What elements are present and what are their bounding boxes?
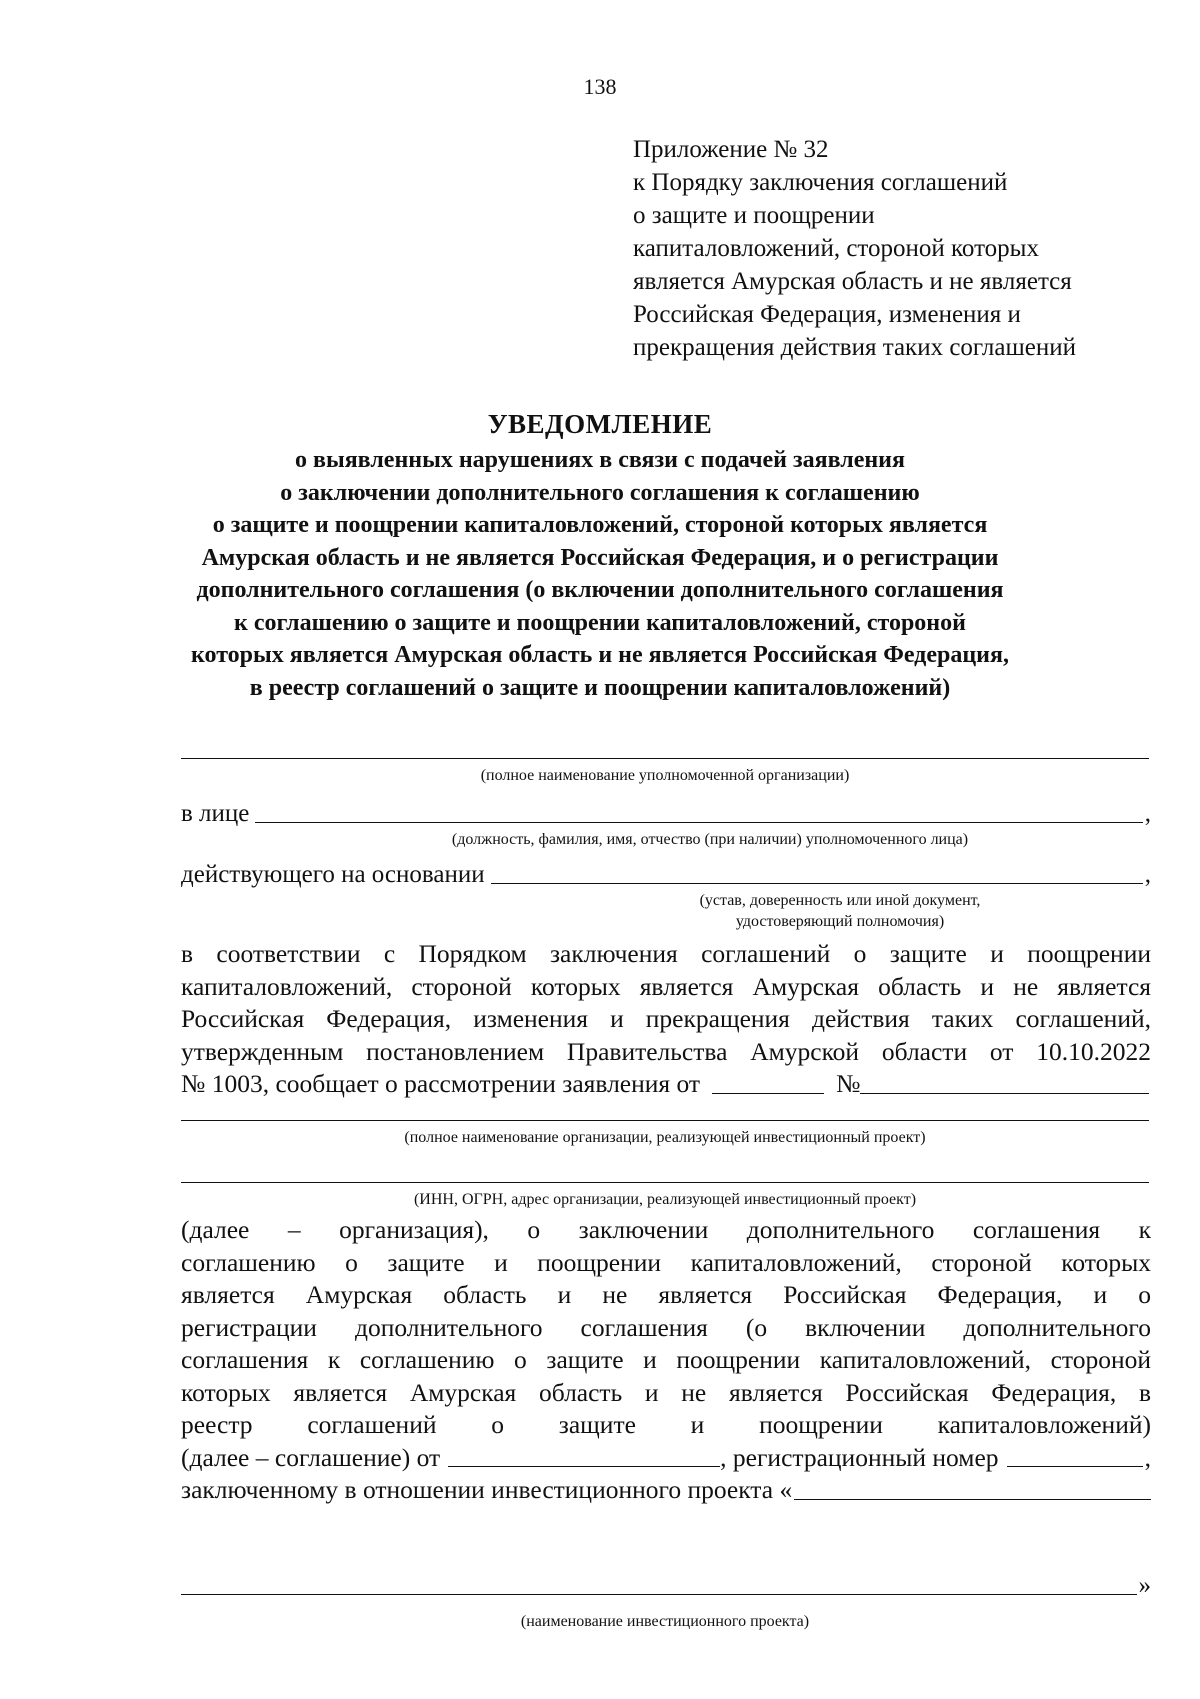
close-quote: »	[1138, 1572, 1151, 1599]
application-row	[181, 1068, 1151, 1101]
title-line: о выявленных нарушениях в связи с подачей заявления	[295, 447, 905, 473]
agreement-label: (далее – соглашение) от	[181, 1442, 441, 1472]
application-label: № 1003, сообщает о рассмотрении заявления от	[181, 1069, 701, 1098]
paragraph-application	[181, 1214, 1151, 1507]
agreement-date-field[interactable]	[448, 1466, 720, 1467]
investor-name-field[interactable]	[181, 1120, 1149, 1121]
project-row	[181, 1474, 1151, 1507]
acting-row	[181, 859, 1151, 891]
page-number: 138	[583, 74, 617, 99]
appendix-line: капиталовложений, стороной которых	[633, 235, 1039, 262]
acting-field[interactable]	[491, 883, 1143, 884]
appendix-line: о защите и поощрении	[633, 202, 875, 229]
title-line: о заключении дополнительного соглашения к соглашению	[280, 479, 920, 506]
agreement-row	[181, 1442, 1151, 1475]
paragraph-line: соглашения к соглашению о защите и поощрении капиталовложений, стороной	[181, 1345, 1151, 1374]
project-name-field-start[interactable]	[794, 1499, 1151, 1500]
paragraph-line: которых является Амурская область и не является Российская Федерация, в	[181, 1377, 1151, 1407]
paragraph-line: Российская Федерация, изменения и прекращения действия таких соглашений,	[181, 1004, 1151, 1033]
in-person-row	[181, 798, 1151, 830]
org-name-field[interactable]	[181, 758, 1149, 759]
title-line: к соглашению о защите и поощрении капиталовложений, стороной	[234, 609, 966, 636]
paragraph-line: является Амурская область и не является Российская Федерация, и о	[181, 1280, 1151, 1309]
project-name-field[interactable]	[181, 1594, 1137, 1595]
comma: ,	[1144, 1442, 1151, 1472]
concluded-label: заключенному в отношении инвестиционного проекта «	[181, 1475, 793, 1504]
appendix-line: к Порядку заключения соглашений	[633, 169, 1008, 196]
reg-number-field[interactable]	[1007, 1466, 1143, 1467]
application-number-field[interactable]	[860, 1093, 1149, 1094]
title-line: в реестр соглашений о защите и поощрении капиталовложений)	[249, 674, 951, 701]
appendix-line: Приложение № 32	[633, 136, 829, 163]
appendix-line: является Амурская область и не является	[633, 268, 1072, 295]
in-person-label: в лице	[181, 800, 250, 827]
title-main: УВЕДОМЛЕНИЕ	[487, 409, 713, 439]
document-title	[160, 406, 1040, 704]
title-line: Амурская область и не является Российская Федерация, и о регистрации	[201, 544, 999, 571]
appendix-line: Российская Федерация, изменения и	[633, 301, 1021, 328]
investor-name-caption: (полное наименование организации, реализующей инвестиционный проект)	[404, 1129, 926, 1146]
paragraph-line: (далее – организация), о заключении дополнительного соглашения к	[181, 1215, 1151, 1244]
title-subtitle	[160, 444, 1040, 704]
paragraph-basis	[181, 938, 1151, 1101]
project-name-row	[181, 1570, 1151, 1602]
title-line: дополнительного соглашения (о включении дополнительного соглашения	[196, 577, 1004, 603]
appendix-line: прекращения действия таких соглашений	[633, 334, 1076, 361]
paragraph-line: в соответствии с Порядком заключения соглашений о защите и поощрении	[181, 939, 1151, 968]
paragraph-line: регистрации дополнительного соглашения (о включении дополнительного	[181, 1312, 1151, 1342]
acting-label: действующего на основании	[181, 861, 485, 888]
application-date-field[interactable]	[712, 1093, 824, 1094]
project-name-caption: (наименование инвестиционного проекта)	[520, 1613, 810, 1630]
paragraph-line: реестр соглашений о защите и поощрении капиталовложений)	[181, 1410, 1151, 1439]
paragraph-line: соглашению о защите и поощрении капиталовложений, стороной которых	[181, 1247, 1151, 1277]
acting-caption-1: (устав, доверенность или иной документ,	[699, 892, 981, 909]
paragraph-line: утвержденным постановлением Правительства Амурской области от 10.10.2022	[181, 1036, 1151, 1066]
paragraph-line: капиталовложений, стороной которых является Амурская область и не является	[181, 971, 1151, 1001]
in-person-caption: (должность, фамилия, имя, отчество (при наличии) уполномоченного лица)	[451, 831, 969, 848]
number-sign: №	[836, 1069, 861, 1098]
acting-caption-2: удостоверяющий полномочия)	[735, 913, 945, 930]
appendix-header	[633, 133, 1076, 364]
comma: ,	[1144, 800, 1151, 827]
in-person-field[interactable]	[255, 822, 1142, 823]
title-line: о защите и поощрении капиталовложений, стороной которых является	[212, 512, 988, 538]
comma: ,	[1144, 861, 1151, 888]
reg-number-label: , регистрационный номер	[720, 1442, 999, 1472]
investor-details-caption: (ИНН, ОГРН, адрес организации, реализующей инвестиционный проект)	[413, 1191, 917, 1208]
title-line: которых является Амурская область и не является Российская Федерация,	[191, 642, 1009, 668]
investor-details-field[interactable]	[181, 1182, 1149, 1183]
org-name-caption: (полное наименование уполномоченной организации)	[480, 767, 850, 784]
